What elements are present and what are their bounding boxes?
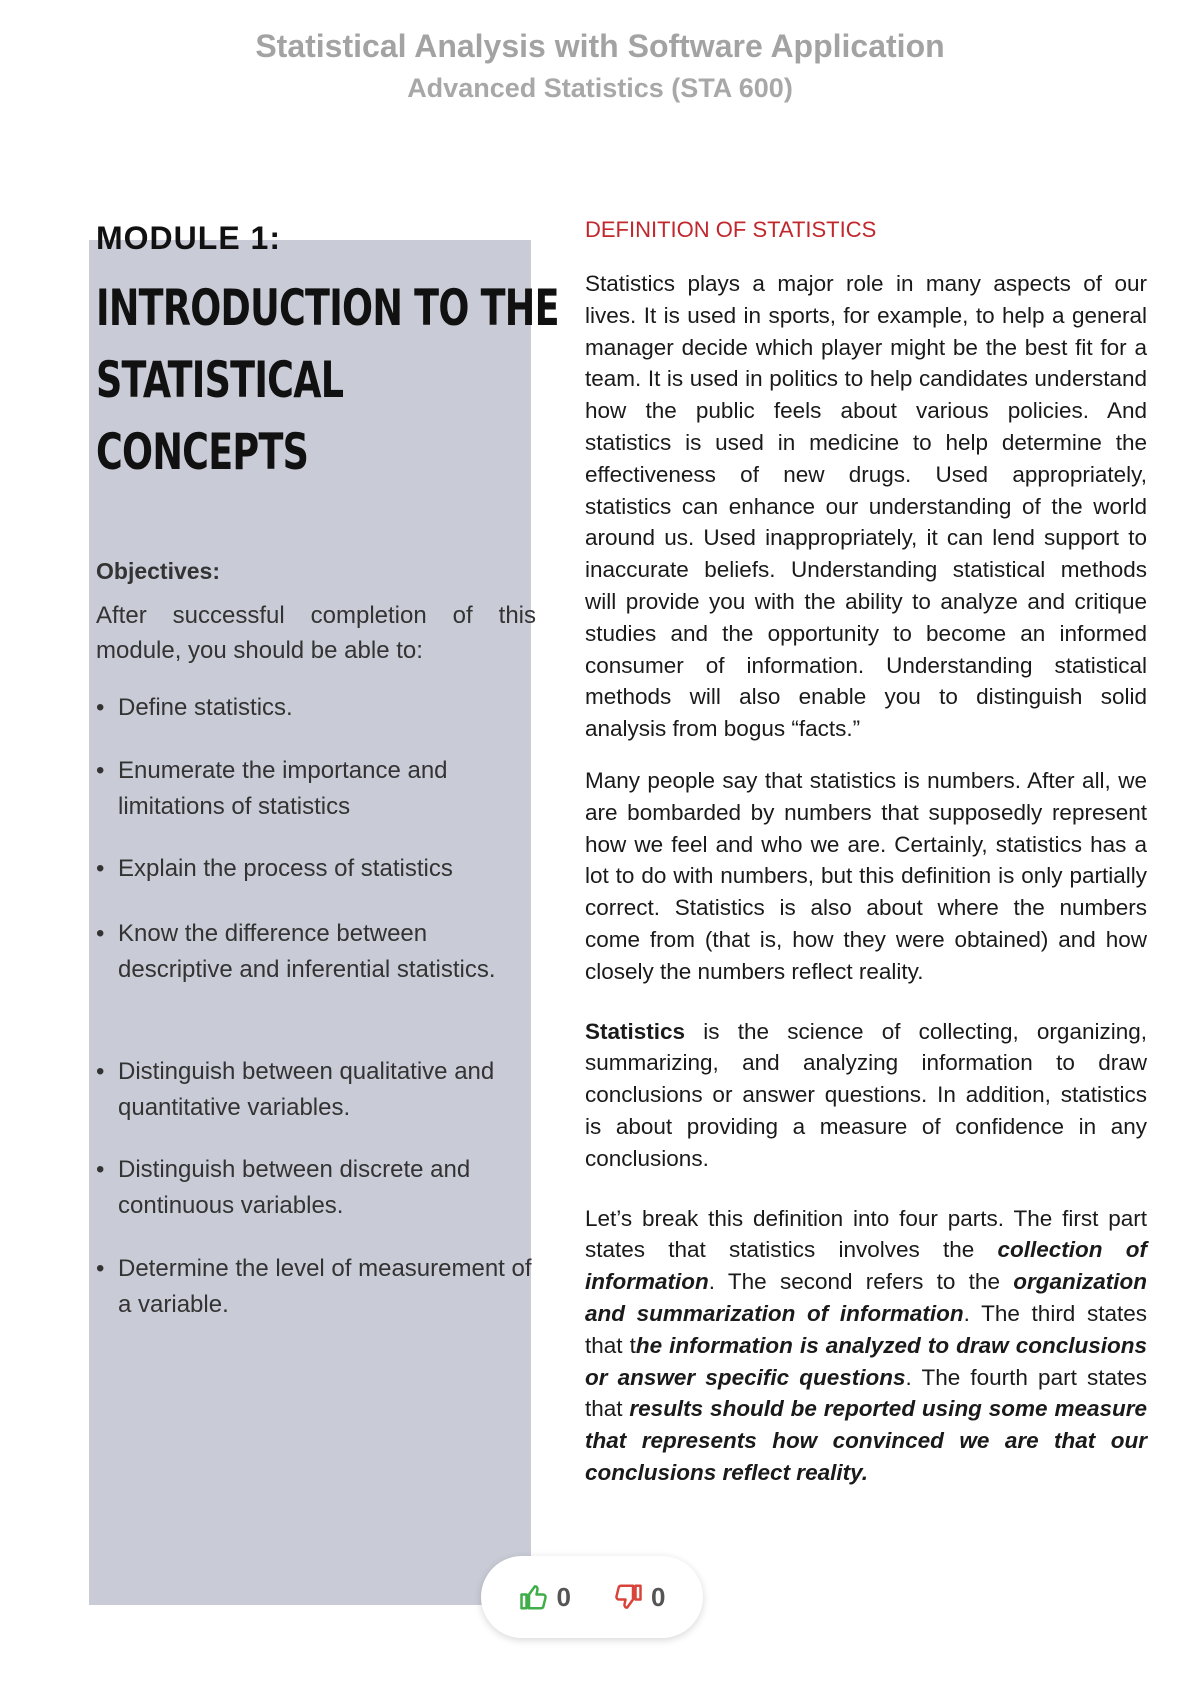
thumbs-up-icon — [519, 1582, 549, 1612]
body-paragraph — [585, 1016, 1147, 1175]
dislike-button[interactable] — [613, 1582, 665, 1613]
module-label: MODULE 1: — [96, 220, 281, 256]
objective-text: Enumerate the importance and limitations of statistics — [118, 757, 448, 820]
thumbs-down-icon — [613, 1582, 643, 1612]
text-run: . The third states that t — [585, 1300, 1147, 1358]
bullet-icon: • — [96, 1058, 105, 1085]
objectives-heading: Objectives: — [96, 558, 220, 584]
module-title-line: STATISTICAL — [96, 351, 344, 409]
objective-text: Explain the process of statistics — [118, 855, 453, 882]
course-title: Statistical Analysis with Software Application — [255, 28, 945, 64]
objective-text: Distinguish between qualitative and quantitative variables. — [118, 1058, 495, 1121]
objective-item — [96, 1054, 536, 1126]
text-run: . The fourth part states that — [585, 1364, 1147, 1422]
body-paragraph — [585, 1203, 1147, 1489]
bullet-icon: • — [96, 1156, 105, 1183]
body-paragraph: Many people say that statistics is numbers. After all, we are bombarded by numbers that supposedly represent how we feel and who we are. Certainly, statistics has a lot to do with numbers, but this definition is only partially correct. Statistics is also about where the numbers come from (that is, how they were obtained) and how closely the numbers reflect reality. — [585, 767, 1147, 984]
emphasis-text: results should be reported using some measure that represents how convinced we are that our conclusions reflect reality. — [585, 1396, 1148, 1485]
definition-text: is the science of collecting, organizing, summarizing, and analyzing information to draw conclusions or answer questions. In addition, statistics is about providing a measure of confidence in any conclusions. — [585, 1018, 1147, 1171]
objective-text: Distinguish between discrete and continuous variables. — [118, 1156, 471, 1219]
objective-item — [96, 916, 536, 988]
text-run: . The second refers to the — [708, 1269, 1014, 1295]
text-run: Let’s break this definition into four parts. The first part states that statistics involves the — [585, 1205, 1147, 1263]
objective-text: Know the difference between descriptive and inferential statistics. — [118, 920, 496, 983]
course-subtitle: Advanced Statistics (STA 600) — [407, 73, 793, 103]
like-button[interactable] — [519, 1582, 571, 1613]
objective-text: Define statistics. — [118, 694, 293, 721]
body-paragraph: Statistics plays a major role in many aspects of our lives. It is used in sports, for example, to help a general manager decide which player might be the best fit for a team. It is used in politics to help candidates understand how the public feels about various policies. And statistics is used in medicine to help determine the effectiveness of new drugs. Used appropriately, statistics can enhance our understanding of the world around us. Used inappropriately, it can lend support to inaccurate beliefs. Understanding statistical methods will provide you with the ability to analyze and critique studies and the opportunity to become an informed consumer of information. Understanding statistical methods will also enable you to distinguish solid analysis from bogus “facts.” — [585, 271, 1147, 742]
objective-item — [96, 1152, 536, 1224]
objective-item — [96, 753, 536, 825]
module-title-line: CONCEPTS — [96, 423, 309, 481]
like-count: 0 — [556, 1581, 571, 1612]
dislike-count: 0 — [651, 1581, 666, 1612]
module-title — [96, 272, 559, 488]
document-header — [0, 24, 1200, 108]
bullet-icon: • — [96, 855, 105, 882]
bullet-icon: • — [96, 757, 105, 784]
bullet-icon: • — [96, 694, 105, 721]
statistics-term: Statistics — [585, 1018, 686, 1044]
vote-bar — [481, 1556, 703, 1638]
bullet-icon: • — [96, 920, 105, 947]
objective-text: Determine the level of measurement of a variable. — [118, 1255, 532, 1318]
module-title-line: INTRODUCTION TO THE — [96, 279, 559, 337]
objective-item — [96, 1251, 536, 1323]
objective-item — [96, 690, 536, 726]
section-heading: DEFINITION OF STATISTICS — [585, 217, 877, 242]
emphasis-text: he information is analyzed to draw conclusions or answer specific questions — [585, 1332, 1147, 1390]
objective-item — [96, 851, 536, 887]
emphasis-text: collection of information — [585, 1237, 1147, 1295]
objectives-intro: After successful completion of this module, you should be able to: — [96, 602, 536, 664]
emphasis-text: organization and summarization of information — [585, 1269, 1147, 1326]
bullet-icon: • — [96, 1255, 105, 1282]
main-content — [585, 216, 1147, 1509]
